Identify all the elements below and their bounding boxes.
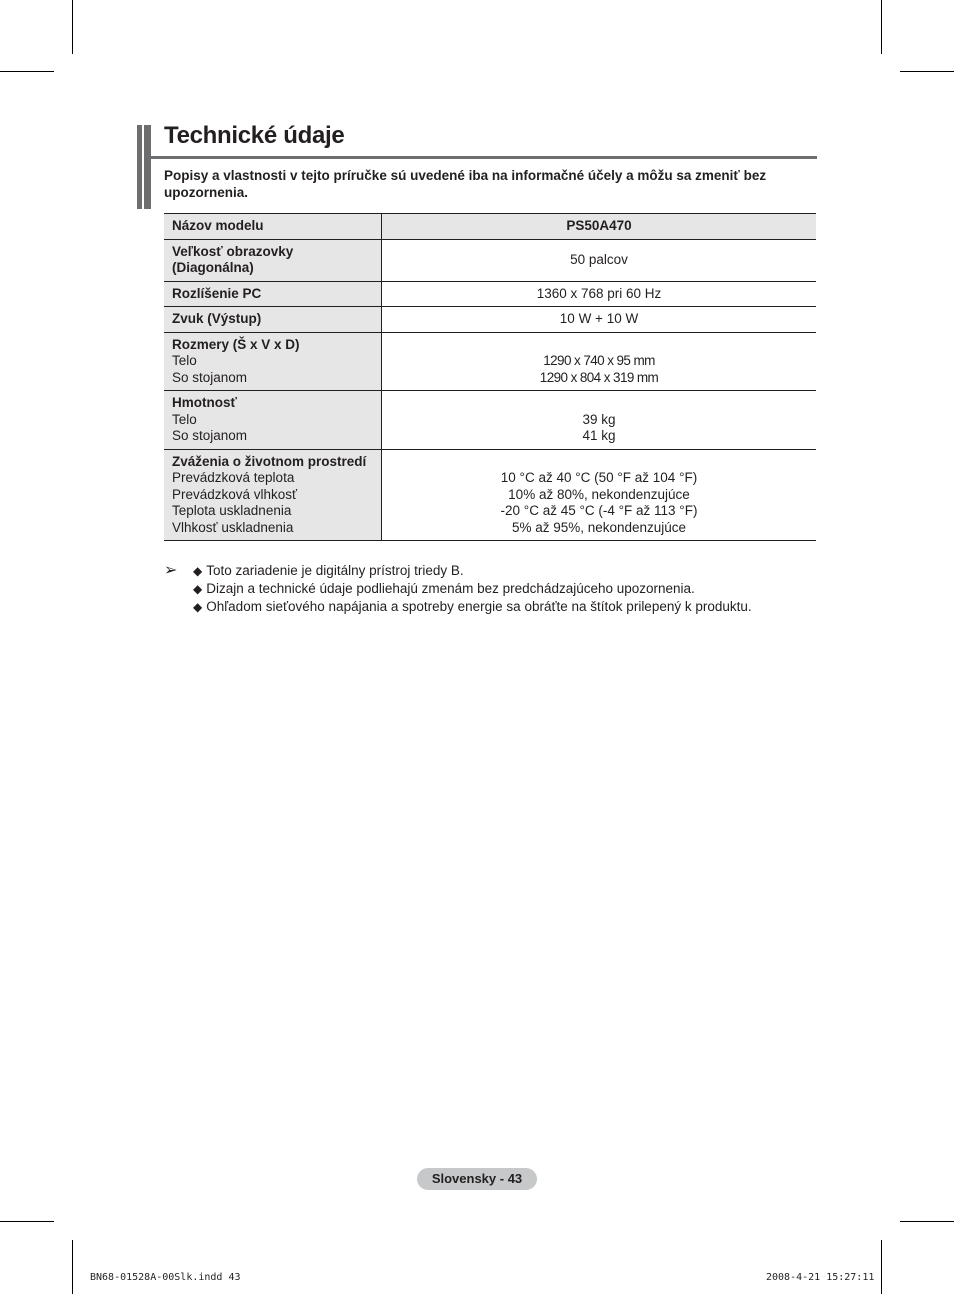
crop-mark xyxy=(72,0,73,54)
spec-sublabel: So stojanom xyxy=(172,428,248,443)
spec-label: Zváženia o životnom prostredí xyxy=(172,453,367,469)
spec-value: 1290 x 804 x 319 mm xyxy=(539,369,659,385)
spec-value-cell xyxy=(382,449,817,541)
page-number-badge: Slovensky - 43 xyxy=(417,1168,537,1190)
spec-value: 10 °C až 40 °C (50 °F až 104 °F) xyxy=(500,470,698,485)
spec-sublabel: So stojanom xyxy=(172,369,248,385)
spec-sublabel: Vlhkosť uskladnenia xyxy=(172,519,294,535)
spec-label: Veľkosť obrazovky (Diagonálna) xyxy=(164,239,382,281)
spec-sublabel: Telo xyxy=(172,411,197,427)
table-row xyxy=(164,214,816,240)
crop-mark xyxy=(0,1221,54,1222)
spec-label: Názov modelu xyxy=(164,214,382,240)
spec-label-cell xyxy=(164,332,382,391)
spec-value: -20 °C až 45 °C (-4 °F až 113 °F) xyxy=(500,503,698,518)
page-title: Technické údaje xyxy=(164,122,345,149)
print-slug-right: 2008-4-21 15:27:11 xyxy=(766,1272,875,1283)
table-row xyxy=(164,391,816,450)
spec-value-cell xyxy=(382,391,817,450)
spec-value: 39 kg xyxy=(582,411,616,427)
intro-text: Popisy a vlastnosti v tejto príručke sú uvedené iba na informačné účely a môžu sa zmeniť bez upozornenia. xyxy=(164,168,767,200)
spec-value: 5% až 95%, nekondenzujúce xyxy=(511,519,687,535)
spec-label: Rozmery (Š x V x D) xyxy=(172,336,300,352)
print-slug-left: BN68-01528A-00Slk.indd 43 xyxy=(90,1272,241,1283)
crop-mark xyxy=(900,71,954,72)
crop-mark xyxy=(900,1221,954,1222)
spec-value: 50 palcov xyxy=(382,239,817,281)
notes-list xyxy=(164,562,752,616)
list-item: ◆ Toto zariadenie je digitálny prístroj triedy B. xyxy=(193,562,752,580)
spec-value-cell xyxy=(382,332,817,391)
spec-label: Rozlíšenie PC xyxy=(164,281,382,307)
note-arrow-icon: ➢ xyxy=(164,562,178,579)
crop-mark xyxy=(881,0,882,54)
crop-mark xyxy=(72,1240,73,1294)
spec-label-cell xyxy=(164,391,382,450)
spec-value: 1360 x 768 pri 60 Hz xyxy=(382,281,817,307)
spec-value: PS50A470 xyxy=(382,214,817,240)
spec-value: 41 kg xyxy=(582,428,616,443)
title-rule xyxy=(151,156,817,159)
table-row xyxy=(164,332,816,391)
spec-label: Zvuk (Výstup) xyxy=(164,307,382,333)
table-row xyxy=(164,307,816,333)
spec-value: 10 W + 10 W xyxy=(382,307,817,333)
spec-sublabel: Prevádzková teplota xyxy=(172,470,295,485)
table-row xyxy=(164,239,816,281)
spec-value: 1290 x 740 x 95 mm xyxy=(543,353,655,368)
crop-mark xyxy=(881,1240,882,1294)
spec-sublabel: Teplota uskladnenia xyxy=(172,503,292,518)
spec-label: Hmotnosť xyxy=(172,395,237,410)
spec-table xyxy=(164,213,816,541)
spec-value: 10% až 80%, nekondenzujúce xyxy=(508,486,690,502)
list-item: ◆ Ohľadom sieťového napájania a spotreby energie sa obráťte na štítok prilepený k produktu. xyxy=(193,598,752,616)
spec-label-cell xyxy=(164,449,382,541)
table-row xyxy=(164,449,816,541)
list-item: ◆ Dizajn a technické údaje podliehajú zmenám bez predchádzajúceho upozornenia. xyxy=(193,580,752,598)
table-row xyxy=(164,281,816,307)
spec-sublabel: Telo xyxy=(172,353,197,368)
crop-mark xyxy=(0,71,54,72)
spec-sublabel: Prevádzková vlhkosť xyxy=(172,486,298,502)
section-side-bar xyxy=(137,125,151,209)
notes-block xyxy=(164,562,752,616)
